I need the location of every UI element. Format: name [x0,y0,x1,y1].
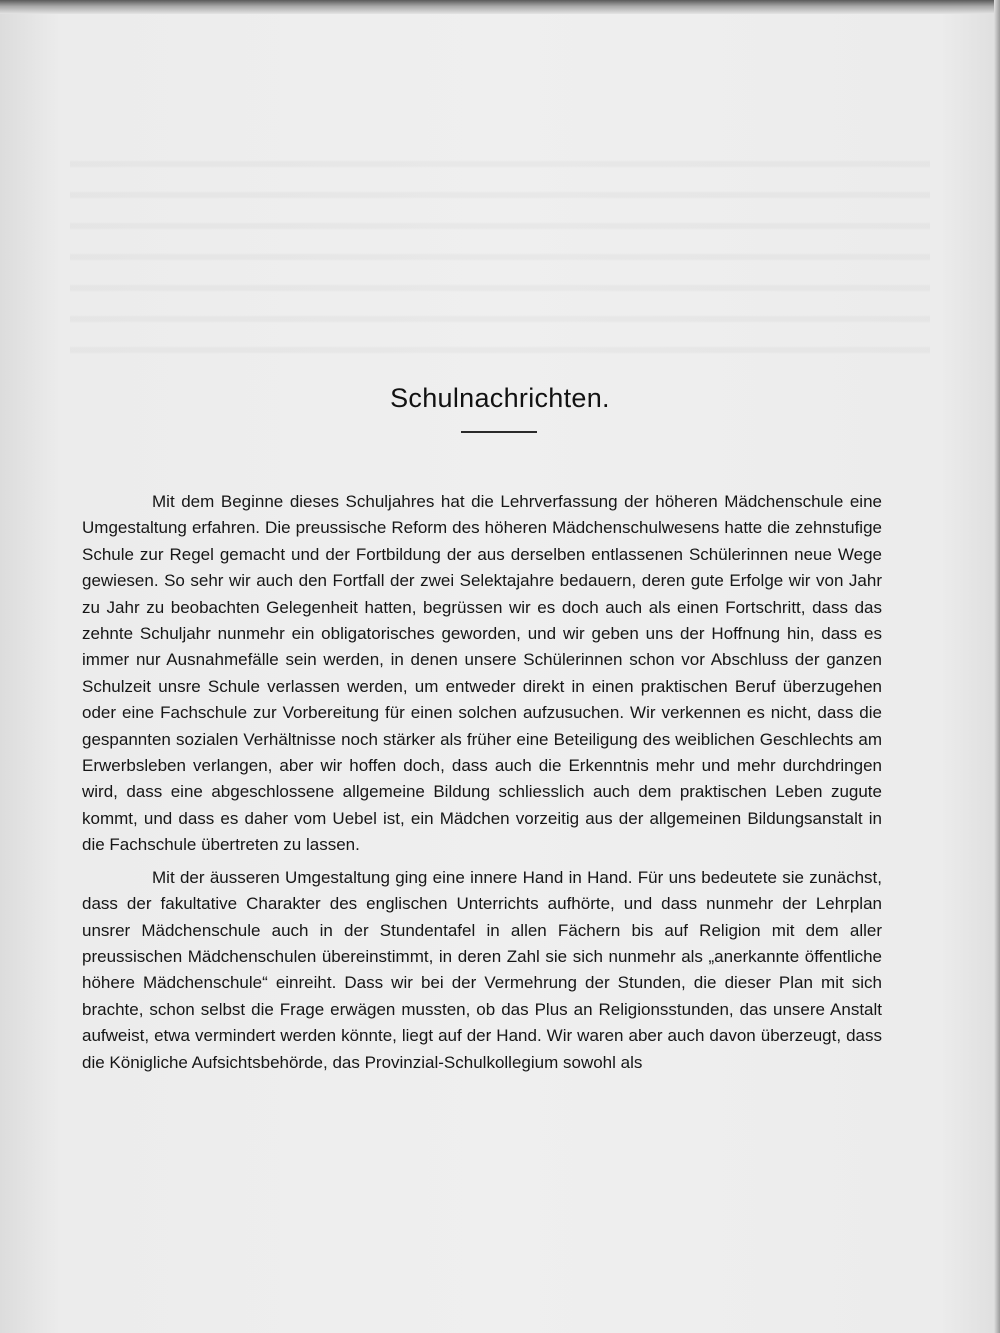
paragraph-2: Mit der äusseren Umgestaltung ging eine innere Hand in Hand. Für uns bedeutete sie zunächst, dass der fakultative Charakter des englischen Unterrichts aufhörte, und dass nunmehr der Lehrplan unsrer Mädchenschule auch in der Stundentafel in allen Fächern bis auf Religion mit dem aller preussischen Mädchenschulen übereinstimmt, in deren Zahl sie sich nunmehr als „anerkannte öffentliche höhere Mädchenschule“ einreiht. Dass wir bei der Vermehrung der Stunden, die dieser Plan mit sich brachte, schon selbst die Frage erwägen mussten, ob das Plus an Religionsstunden, das unsere Anstalt aufweist, etwa vermindert werden könnte, liegt auf der Hand. Wir waren aber auch davon überzeugt, dass die Königliche Aufsichtsbehörde, das Provinzial-Schulkollegium sowohl als [82,867,882,1072]
page-top-edge-shadow [0,0,1000,14]
title-underline-rule [461,431,537,433]
bleed-through-texture [70,140,930,370]
paragraph-1: Mit dem Beginne dieses Schuljahres hat die Lehrverfassung der höheren Mädchenschule eine Umgestaltung erfahren. Die preussische Reform des höheren Mädchenschulwesens hatte die zehnstufige Schule zur Regel gemacht und der Fortbildung der aus derselben entlassenen Schülerinnen neue Wege gewiesen. So sehr wir auch den Fortfall der zwei Selektajahre bedauern, deren gute Erfolge wir von Jahr zu Jahr zu beobachten Gelegenheit hatten, begrüssen wir es doch auch als einen Fortschritt, dass das zehnte Schuljahr nunmehr ein obligatorisches geworden, und wir geben uns der Hoffnung hin, dass es immer nur Ausnahmefälle sein werden, in denen unsere Schülerinnen schon vor Abschluss der ganzen Schulzeit unsre Schule verlassen werden, um entweder direkt in einen praktischen Beruf überzugehen oder eine Fachschule zur Vorbereitung für einen solchen aufzusuchen. Wir verkennen es nicht, dass die gespannten sozialen Verhältnisse noch stärker als früher eine Beteiligung des weiblichen Geschlechts am Erwerbsleben verlangen, aber wir hoffen doch, dass auch die Erkenntnis mehr und mehr durchdringen wird, dass eine abgeschlossene allgemeine Bildung schliesslich auch dem praktischen Leben zugute kommt, und dass es daher vom Uebel ist, ein Mädchen vorzeitig aus der allgemeinen Bildungsanstalt in die Fachschule übertreten zu lassen. [82,492,882,855]
page-title: Schulnachrichten. [390,383,610,413]
body-text [82,489,882,1082]
page-right-edge-shadow [994,0,1000,1333]
